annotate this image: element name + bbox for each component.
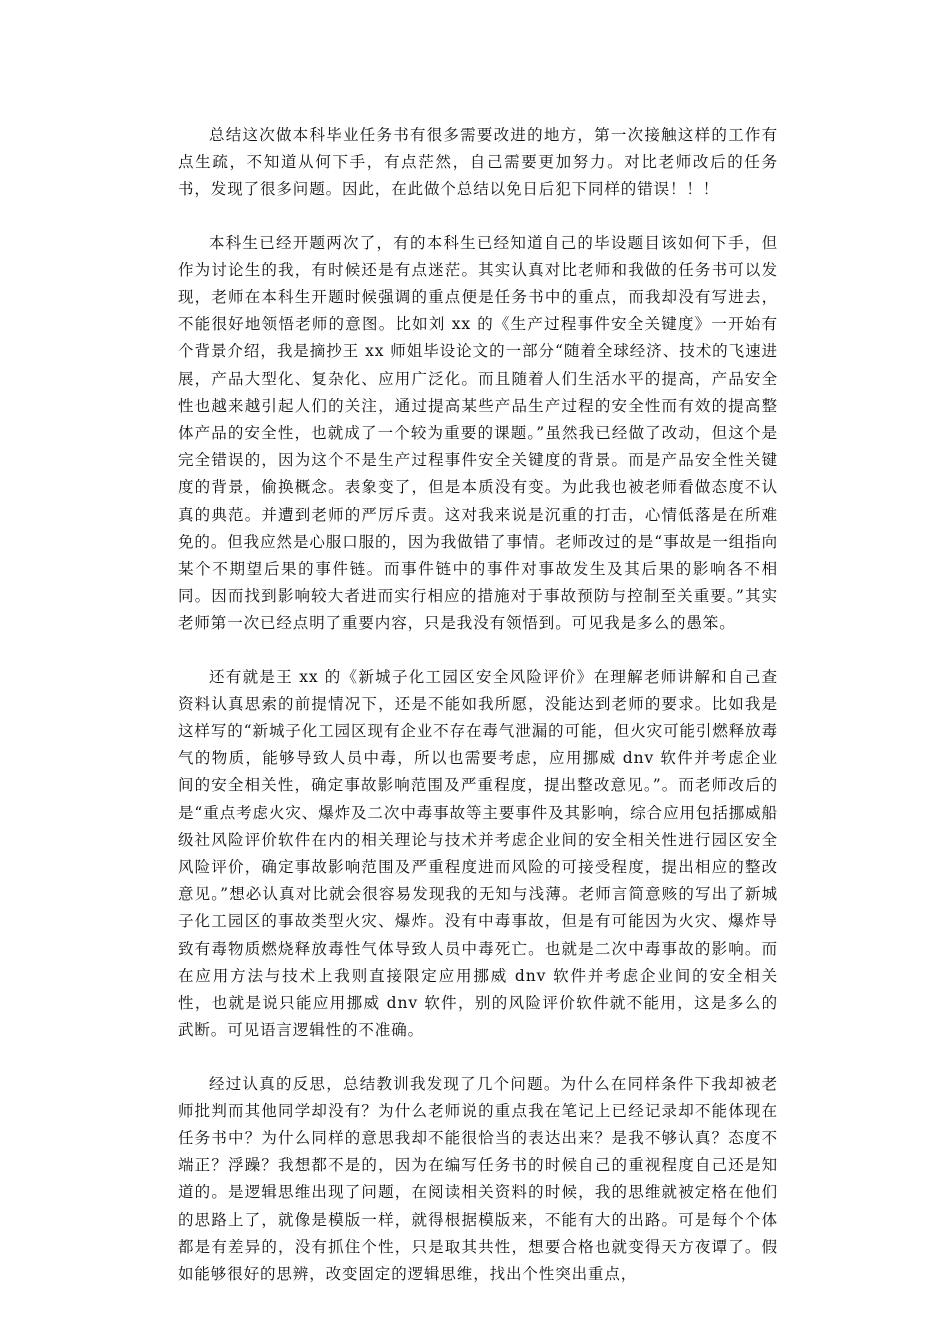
paragraph-summary-intro: 总结这次做本科毕业任务书有很多需要改进的地方，第一次接触这样的工作有点生疏，不知道从何下手，有点茫然，自己需要更加努力。对比老师改后的任务书，发现了很多问题。因此，在此做个总结以免日后犯下同样的错误！！！ (178, 126, 778, 199)
paragraph-risk-assessment-issue: 还有就是王 xx 的《新城子化工园区安全风险评价》在理解老师讲解和自己查资料认真思索的前提情况下，还是不能如我所愿，没能达到老师的要求。比如我是这样写的“新城子化工园区现有企业不存在毒气泄漏的可能，但火灾可能引燃释放毒气的物质，能够导致人员中毒，所以也需要考虑，应用挪威 dnv 软件并考虑企业间的安全相关性，确定事故影响范围及严重程度，提出整改意见。”。而老师改后的是“重点考虑火灾、爆炸及二次中毒事故等主要事件及其影响，综合应用包括挪威船级社风险评价软件在内的相关理论与技术并考虑企业间的安全相关性进行园区安全风险评价，确定事故影响范围及严重程度进而风险的可接受程度，提出相应的整改意见。”想必认真对比就会很容易发现我的无知与浅薄。老师言简意赅的写出了新城子化工园区的事故类型火灾、爆炸。没有中毒事故，但是有可能因为火灾、爆炸导致有毒物质燃烧释放毒性气体导致人员中毒死亡。也就是二次中毒事故的影响。而在应用方法与技术上我则直接限定应用挪威 dnv 软件并考虑企业间的安全相关性，也就是说只能应用挪威 dnv 软件，别的风险评价软件就不能用，这是多么的武断。可见语言逻辑性的不准确。 (178, 667, 778, 1040)
document-body (178, 122, 778, 1288)
paragraph-task-background-issue: 本科生已经开题两次了，有的本科生已经知道自己的毕设题目该如何下手，但作为讨论生的我，有时候还是有点迷茫。其实认真对比老师和我做的任务书可以发现，老师在本科生开题时候强调的重点便是任务书中的重点，而我却没有写进去，不能很好地领悟老师的意图。比如刘 xx 的《生产过程事件安全关键度》一开始有个背景介绍，我是摘抄王 xx 师姐毕设论文的一部分“随着全球经济、技术的飞速进展，产品大型化、复杂化、应用广泛化。而且随着人们生活水平的提高，产品安全性也越来越引起人们的关注，通过提高某些产品生产过程的安全性而有效的提高整体产品的安全性，也就成了一个较为重要的课题。”虽然我已经做了改动，但这个是完全错误的，因为这个不是生产过程事件安全关键度的背景。而是产品安全性关键度的背景，偷换概念。表象变了，但是本质没有变。为此我也被老师看做态度不认真的典范。并遭到老师的严厉斥责。这对我来说是沉重的打击，心情低落是在所难免的。但我应然是心服口服的，因为我做错了事情。老师改过的是“事故是一组指向某个不期望后果的事件链。而事件链中的事件对事故发生及其后果的影响各不相同。因而找到影响较大者进而实行相应的措施对于事故预防与控制至关重要。”其实老师第一次已经点明了重要内容，只是我没有领悟到。可见我是多么的愚笨。 (178, 233, 778, 633)
paragraph-reflection: 经过认真的反思，总结教训我发现了几个问题。为什么在同样条件下我却被老师批判而其他同学却没有？为什么老师说的重点我在笔记上已经记录却不能体现在任务书中？为什么同样的意思我却不能很恰当的表达出来？是我不够认真？态度不端正？浮躁？我想都不是的，因为在编写任务书的时候自己的重视程度自己还是知道的。是逻辑思维出现了问题，在阅读相关资料的时候，我的思维就被定格在他们的思路上了，就像是模版一样，就得根据模版来，不能有大的出路。可是每个个体都是有差异的，没有抓住个性，只是取其共性，想要合格也就变得天方夜谭了。假如能够很好的思辨，改变固定的逻辑思维，找出个性突出重点， (178, 1074, 778, 1283)
